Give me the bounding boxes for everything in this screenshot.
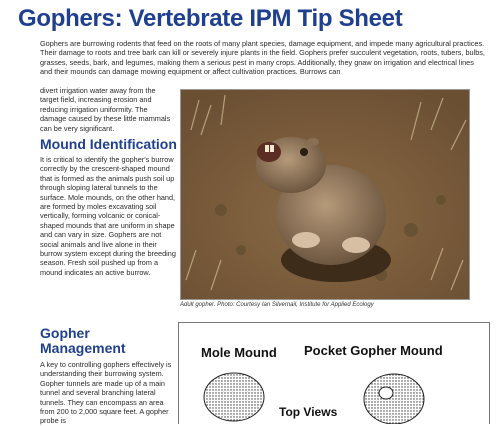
photo-caption: Adult gopher. Photo: Courtesy Ian Silvernail, Institute for Applied Ecology xyxy=(180,302,374,308)
intro-paragraph-continued: divert irrigation water away from the target field, increasing erosion and reducing irrigation uniformity. The damage caused by these little mammals can be very significant. xyxy=(40,86,171,133)
pocket-gopher-mound-label: Pocket Gopher Mound xyxy=(304,343,443,358)
mound-comparison-diagram xyxy=(178,322,490,424)
mound-identification-text: It is critical to identify the gopher's burrow correctly by the crescent-shaped mound that is formed as the animals push soil up through sloping lateral tunnels to the surface. Mole mounds, on the other hand, are formed by moles excavating soil vertically, forming volcanic or conical-shaped mounds that are uniform in shape and can vary in size. Gophers are not social animals and live alone in their burrow system except during the breeding season. Fresh soil pushed up from a mound indicates an active burrow. xyxy=(40,155,176,277)
mound-identification-heading: Mound Identification xyxy=(40,136,177,152)
gopher-management-text: A key to controlling gophers effectively is understanding their burrowing system. Gopher tunnels are made up of a main tunnel and several branching lateral tunnels. They can encompass an area from 200 to 2,000 square feet. A gopher probe is xyxy=(40,360,172,426)
mole-mound-label: Mole Mound xyxy=(201,345,277,360)
gopher-management-section xyxy=(40,326,178,426)
gopher-management-heading: Gopher Management xyxy=(40,325,126,356)
page-title: Gophers: Vertebrate IPM Tip Sheet xyxy=(18,5,403,32)
mound-identification-section xyxy=(40,137,178,277)
gopher-photo xyxy=(180,89,470,300)
top-views-label: Top Views xyxy=(279,405,338,419)
intro-paragraph: Gophers are burrowing rodents that feed on the roots of many plant species, damage equipment, and impede many agricultural practices. Their damage to roots and tree bark can kill or severely injure plants in the field. Gophers prefer succulent vegetation, roots, tubers, bulbs, grasses, seeds, bark, and legumes, making them a serious pest in many crops. Additionally, they gnaw on irrigation and electrical lines and their mounds can damage mowing equipment or affect cultivation practices. Burrows can xyxy=(40,39,485,77)
